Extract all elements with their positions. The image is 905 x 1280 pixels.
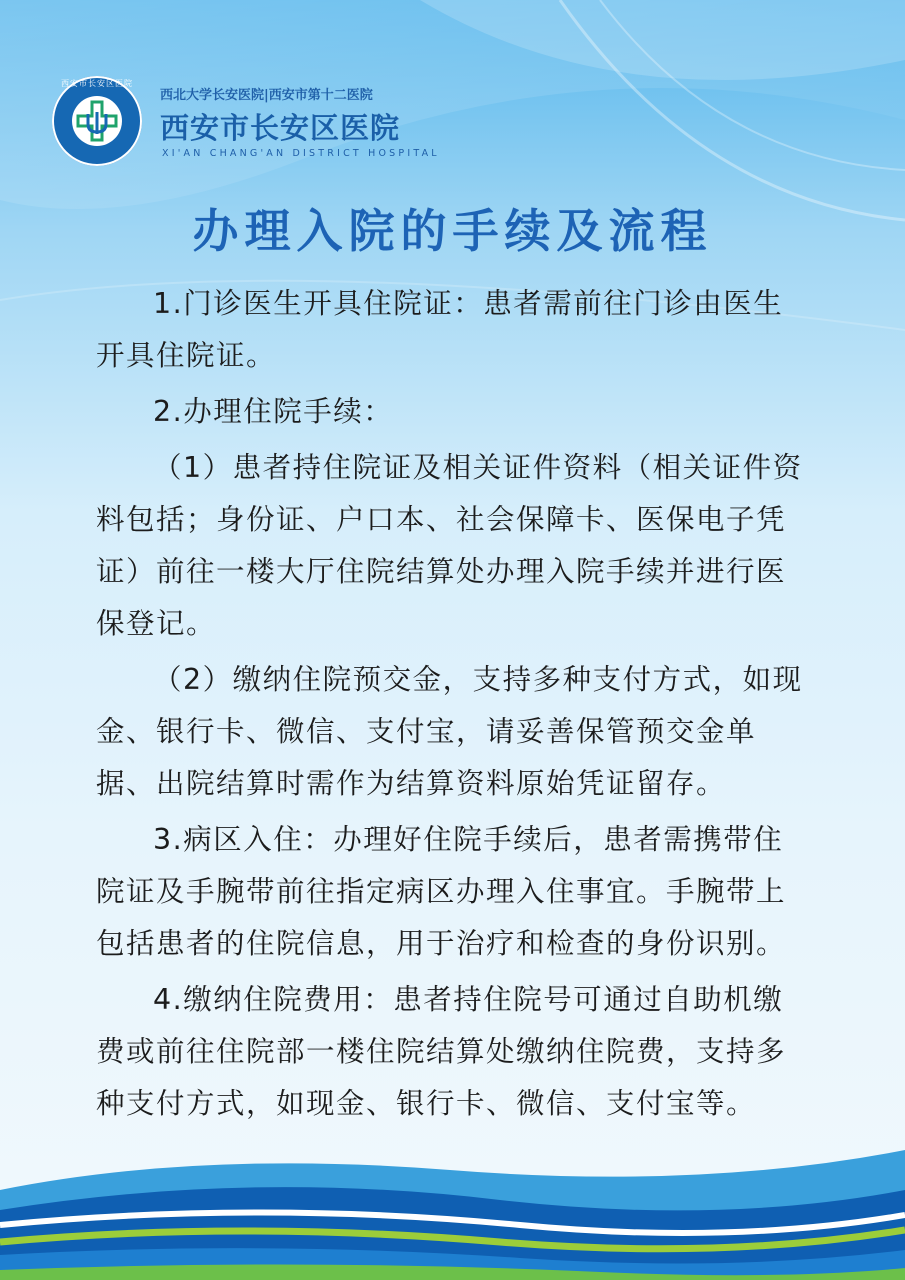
- hospital-logo: [52, 76, 142, 166]
- paragraph-step-4: 4.缴纳住院费用：患者持住院号可通过自助机缴费或前往住院部一楼住院结算处缴纳住院费，支持多种支付方式，如现金、银行卡、微信、支付宝等。: [96, 983, 787, 1120]
- hospital-name-en: XI'AN CHANG'AN DISTRICT HOSPITAL: [162, 148, 440, 159]
- hospital-cross-logo-icon: [72, 96, 122, 146]
- procedure-text: [96, 278, 808, 1134]
- paragraph-step-1: 1.门诊医生开具住院证：患者需前往门诊由医生开具住院证。: [96, 287, 784, 372]
- paragraph-step-2-2: （2）缴纳住院预交金，支持多种支付方式，如现金、银行卡、微信、支付宝，请妥善保管预交金单据、出院结算时需作为结算资料原始凭证留存。: [96, 663, 803, 800]
- sub-brand: 西北大学长安医院|西安市第十二医院: [160, 88, 373, 103]
- paragraph-step-3: 3.病区入住：办理好住院手续后，患者需携带住院证及手腕带前往指定病区办理入住事宜。手腕带上包括患者的住院信息，用于治疗和检查的身份识别。: [96, 823, 787, 960]
- hospital-name: 西安市长安区医院: [160, 111, 401, 145]
- logo-ring-text: 西安市长安区医院: [61, 79, 133, 88]
- page-title: 办理入院的手续及流程: [192, 204, 713, 258]
- paragraph-step-2: 2.办理住院手续：: [153, 395, 394, 428]
- paragraph-step-2-1: （1）患者持住院证及相关证件资料（相关证件资料包括；身份证、户口本、社会保障卡、医保电子凭证）前往一楼大厅住院结算处办理入院手续并进行医保登记。: [96, 451, 803, 640]
- footer-waves: [0, 1130, 905, 1280]
- hospital-header: [52, 76, 472, 166]
